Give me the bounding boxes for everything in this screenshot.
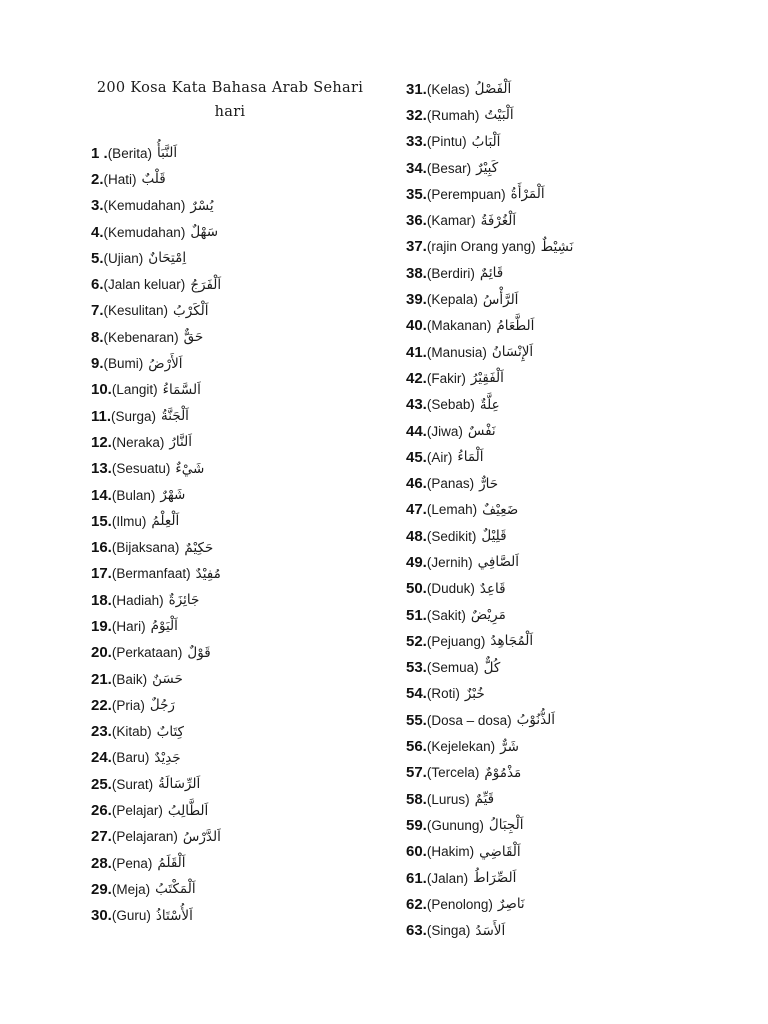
entry-number: 31. — [406, 80, 427, 98]
entry-number: 56. — [406, 738, 427, 756]
entry-arabic-word: اَلرَّأْسُ — [482, 291, 519, 308]
entry-meaning: (Hati) — [103, 171, 137, 187]
entry-number: 32. — [406, 106, 427, 124]
entry-meaning: (Meja) — [111, 881, 151, 897]
entry-arabic-word: شَرٌّ — [500, 738, 519, 755]
vocab-entry — [91, 377, 221, 403]
vocab-entry — [406, 234, 573, 260]
entry-number: 60. — [406, 843, 427, 861]
entry-number: 10. — [91, 381, 112, 399]
entry-arabic-word: مُفِيْدٌ — [195, 565, 221, 582]
entry-meaning: (Pelajar) — [111, 803, 163, 819]
vocab-entry — [406, 865, 573, 891]
vocab-entry — [91, 824, 221, 850]
entry-arabic-word: اِمْتِحَانٌ — [148, 250, 187, 267]
entry-meaning: (Jiwa) — [426, 423, 463, 439]
entry-meaning: (Kesulitan) — [103, 303, 169, 319]
vocab-entry — [406, 444, 573, 470]
entry-arabic-word: اَلنَّبَأُ — [156, 145, 178, 162]
entry-meaning: (Kelas) — [426, 81, 470, 97]
entry-number: 19. — [91, 617, 112, 635]
entry-number: 39. — [406, 291, 427, 309]
entry-meaning: (Manusia) — [426, 344, 487, 360]
entry-number: 13. — [91, 460, 112, 478]
entry-arabic-word: اَلْيَوْمُ — [150, 618, 178, 635]
entry-number: 44. — [406, 422, 427, 440]
entry-meaning: (Hadiah) — [111, 592, 164, 608]
entry-number: 43. — [406, 396, 427, 414]
vocab-entry — [91, 850, 221, 876]
entry-meaning: (Roti) — [426, 686, 460, 702]
vocab-entry — [91, 271, 221, 297]
entry-meaning: (Kemudahan) — [103, 198, 186, 214]
entry-number: 3. — [91, 197, 104, 215]
entry-arabic-word: حَقٌّ — [183, 329, 204, 346]
vocab-entry — [406, 733, 573, 759]
entry-number: 34. — [406, 159, 427, 177]
vocab-entry — [91, 719, 221, 745]
entry-number: 57. — [406, 764, 427, 782]
entry-arabic-word: اَلْبَيْتُ — [484, 107, 514, 124]
vocab-entry — [406, 155, 573, 181]
entry-arabic-word: اَلْجِبَالُ — [488, 817, 524, 834]
entry-number: 37. — [406, 238, 427, 256]
entry-meaning: (Ujian) — [103, 250, 144, 266]
entry-arabic-word: اَلْجَنَّةُ — [161, 408, 189, 425]
entry-meaning: (Berita) — [107, 145, 152, 161]
entry-meaning: (Baru) — [111, 750, 150, 766]
vocab-entry — [91, 534, 221, 560]
vocab-entry — [406, 470, 573, 496]
vocab-entry — [91, 508, 221, 534]
vocab-entry — [406, 839, 573, 865]
entry-meaning: (Penolong) — [426, 896, 493, 912]
entry-arabic-word: كُلٌّ — [483, 659, 501, 676]
entry-meaning: (Tercela) — [426, 765, 480, 781]
vocab-entry — [91, 245, 221, 271]
entry-arabic-word: اَلنَّارُ — [169, 434, 192, 451]
entry-arabic-word: عِلَّةٌ — [479, 396, 500, 413]
entry-number: 50. — [406, 580, 427, 598]
entry-arabic-word: قَوْلٌ — [187, 644, 211, 661]
vocab-entry — [91, 876, 221, 902]
entry-arabic-word: جَدِيْدٌ — [154, 749, 181, 766]
entry-arabic-word: نَشِيْطٌ — [540, 238, 574, 255]
entry-meaning: (Sesuatu) — [111, 461, 171, 477]
vocab-entry — [91, 771, 221, 797]
entry-number: 25. — [91, 775, 112, 793]
entry-number: 62. — [406, 895, 427, 913]
vocab-entry — [406, 707, 573, 733]
entry-number: 26. — [91, 802, 112, 820]
entry-meaning: (Jernih) — [426, 554, 473, 570]
entry-meaning: (Pelajaran) — [111, 829, 178, 845]
entry-arabic-word: اَلْفَرَجُ — [190, 276, 222, 293]
vocab-entry — [406, 313, 573, 339]
vocab-entry — [406, 418, 573, 444]
entry-number: 33. — [406, 133, 427, 151]
entry-arabic-word: اَلدَّرْسُ — [182, 828, 221, 845]
vocab-entry — [406, 812, 573, 838]
entry-number: 23. — [91, 723, 112, 741]
vocab-column-right — [406, 76, 573, 944]
entry-number: 52. — [406, 632, 427, 650]
entry-meaning: (Air) — [426, 449, 453, 465]
vocab-entry — [91, 561, 221, 587]
entry-number: 21. — [91, 670, 112, 688]
entry-number: 7. — [91, 302, 104, 320]
vocab-entry — [406, 760, 573, 786]
entry-arabic-word: حَسَنٌ — [152, 671, 183, 688]
vocab-entry — [91, 403, 221, 429]
entry-arabic-word: اَلْمُجَاهِدُ — [490, 633, 534, 650]
vocab-entry — [91, 193, 221, 219]
entry-number: 30. — [91, 907, 112, 925]
vocab-entry — [91, 429, 221, 455]
entry-arabic-word: اَلْفَقِيْرُ — [470, 370, 504, 387]
entry-meaning: (Bijaksana) — [111, 540, 180, 556]
vocab-entry — [406, 181, 573, 207]
vocab-entry — [91, 903, 221, 929]
entry-arabic-word: كَبِيْرٌ — [476, 160, 499, 177]
entry-number: 22. — [91, 696, 112, 714]
entry-meaning: (Pena) — [111, 855, 153, 871]
vocab-entry — [91, 456, 221, 482]
entry-arabic-word: اَلأَرْضُ — [148, 355, 183, 372]
entry-meaning: (Lurus) — [426, 791, 470, 807]
vocab-entry — [406, 129, 573, 155]
entry-arabic-word: شَيْءٌ — [175, 460, 205, 477]
entry-arabic-word: اَلأَسَدُ — [475, 922, 506, 939]
entry-arabic-word: اَلصَّافِي — [477, 554, 520, 571]
entry-number: 1 . — [91, 144, 108, 162]
entry-number: 58. — [406, 790, 427, 808]
entry-arabic-word: اَلْكَرْبُ — [173, 302, 209, 319]
entry-meaning: (Duduk) — [426, 581, 475, 597]
entry-meaning: (Kejelekan) — [426, 739, 496, 755]
entry-meaning: (Perkataan) — [111, 645, 183, 661]
entry-meaning: (Perempuan) — [426, 186, 506, 202]
entry-arabic-word: اَلإِنْسَانُ — [491, 344, 534, 361]
entry-meaning: (Sakit) — [426, 607, 466, 623]
entry-number: 38. — [406, 264, 427, 282]
entry-arabic-word: اَلرِّسَالَةُ — [158, 776, 201, 793]
vocab-entry — [406, 523, 573, 549]
entry-number: 14. — [91, 486, 112, 504]
entry-number: 24. — [91, 749, 112, 767]
entry-arabic-word: اَلْغُرْفَةُ — [480, 212, 517, 229]
entry-arabic-word: اَلْقَاضِي — [479, 843, 521, 860]
entry-meaning: (Kepala) — [426, 292, 478, 308]
entry-number: 5. — [91, 249, 104, 267]
entry-arabic-word: شَهْرٌ — [160, 487, 186, 503]
entry-number: 11. — [91, 407, 112, 425]
entry-number: 45. — [406, 448, 427, 466]
entry-number: 17. — [91, 565, 112, 583]
entry-meaning: (Panas) — [426, 476, 475, 492]
entry-number: 2. — [91, 170, 104, 188]
entry-number: 40. — [406, 317, 427, 335]
entry-meaning: (Surga) — [111, 408, 157, 424]
entry-arabic-word: اَلْعِلْمُ — [151, 513, 180, 530]
entry-meaning: (Sebab) — [426, 397, 475, 413]
entry-number: 36. — [406, 212, 427, 230]
vocab-entry — [406, 207, 573, 233]
entry-meaning: (Singa) — [426, 923, 471, 939]
entry-arabic-word: نَاصِرٌ — [497, 896, 525, 913]
vocab-entry — [406, 497, 573, 523]
vocab-entry — [91, 613, 221, 639]
entry-arabic-word: رَجُلٌ — [149, 697, 175, 714]
vocab-entry — [406, 76, 573, 102]
entry-arabic-word: مَرِيْضٌ — [470, 607, 506, 624]
entry-meaning: (Pintu) — [426, 134, 467, 150]
entry-number: 48. — [406, 527, 427, 545]
entry-arabic-word: اَلصِّرَاطُ — [473, 870, 517, 887]
entry-arabic-word: اَلطَّالِبُ — [167, 802, 209, 819]
vocab-entry — [406, 102, 573, 128]
entry-arabic-word: حَكِيْمٌ — [184, 539, 214, 556]
entry-meaning: (Neraka) — [111, 434, 165, 450]
vocab-column-left — [91, 140, 221, 929]
entry-number: 18. — [91, 591, 112, 609]
entry-arabic-word: اَلْبَابُ — [471, 133, 501, 150]
entry-meaning: (Sedikit) — [426, 528, 477, 544]
entry-arabic-word: نَفْسٌ — [467, 423, 496, 439]
entry-meaning: (Lemah) — [426, 502, 478, 518]
entry-meaning: (Jalan) — [426, 870, 469, 886]
entry-arabic-word: جَائِزَةٌ — [168, 592, 200, 609]
entry-number: 51. — [406, 606, 427, 624]
entry-number: 8. — [91, 328, 104, 346]
entry-meaning: (Kitab) — [111, 724, 152, 740]
entry-number: 55. — [406, 711, 427, 729]
vocab-entry — [406, 339, 573, 365]
entry-number: 53. — [406, 659, 427, 677]
vocab-entry — [91, 666, 221, 692]
entry-number: 28. — [91, 854, 112, 872]
vocab-entry — [406, 286, 573, 312]
entry-number: 12. — [91, 433, 112, 451]
entry-meaning: (Kebenaran) — [103, 329, 179, 345]
entry-meaning: (Langit) — [111, 382, 158, 398]
vocab-entry — [406, 681, 573, 707]
entry-arabic-word: مَذْمُوْمٌ — [484, 764, 522, 781]
vocab-entry — [91, 324, 221, 350]
entry-number: 15. — [91, 512, 112, 530]
entry-arabic-word: ضَعِيْفٌ — [482, 501, 519, 518]
entry-arabic-word: اَلطَّعَامُ — [496, 317, 535, 334]
entry-meaning: (Dosa – dosa) — [426, 712, 512, 728]
entry-number: 29. — [91, 880, 112, 898]
entry-arabic-word: خُبْزٌ — [464, 685, 485, 702]
vocab-entry — [406, 655, 573, 681]
entry-arabic-word: قَاعِدٌ — [479, 580, 506, 597]
entry-number: 6. — [91, 276, 104, 294]
entry-arabic-word: كِتَابٌ — [156, 723, 184, 740]
entry-arabic-word: سَهْلٌ — [190, 224, 219, 241]
entry-arabic-word: اَلْفَصْلُ — [474, 81, 512, 98]
entry-meaning: (rajin Orang yang) — [426, 239, 536, 255]
vocab-entry — [91, 640, 221, 666]
vocab-entry — [91, 482, 221, 508]
entry-arabic-word: يُسْرٌ — [190, 197, 214, 214]
vocab-entry — [406, 891, 573, 917]
entry-number: 41. — [406, 343, 427, 361]
vocab-entry — [91, 166, 221, 192]
vocab-entry — [406, 260, 573, 286]
entry-arabic-word: اَلْمَرْأَةُ — [510, 186, 545, 203]
vocab-entry — [406, 549, 573, 575]
entry-number: 59. — [406, 816, 427, 834]
entry-meaning: (Kamar) — [426, 213, 476, 229]
entry-meaning: (Jalan keluar) — [103, 277, 186, 293]
entry-arabic-word: اَلْمَكْتَبُ — [155, 881, 196, 898]
entry-meaning: (Pejuang) — [426, 633, 486, 649]
entry-arabic-word: حَارٌّ — [479, 475, 499, 492]
entry-meaning: (Berdiri) — [426, 265, 475, 281]
vocab-entry — [91, 692, 221, 718]
entry-number: 63. — [406, 922, 427, 940]
vocab-entry — [406, 365, 573, 391]
entry-number: 47. — [406, 501, 427, 519]
entry-arabic-word: اَلْقَلَمُ — [157, 855, 186, 872]
vocab-entry — [91, 298, 221, 324]
entry-arabic-word: قَلِيْلٌ — [481, 528, 507, 545]
entry-number: 9. — [91, 355, 104, 373]
vocab-entry — [91, 140, 221, 166]
vocab-entry — [406, 392, 573, 418]
vocab-entry — [91, 219, 221, 245]
entry-number: 4. — [91, 223, 104, 241]
entry-meaning: (Semua) — [426, 660, 479, 676]
entry-arabic-word: قَيِّمٌ — [474, 791, 495, 808]
entry-arabic-word: قَلْبٌ — [141, 171, 166, 188]
entry-meaning: (Bumi) — [103, 356, 144, 372]
entry-meaning: (Makanan) — [426, 318, 492, 334]
vocab-entry — [406, 602, 573, 628]
entry-meaning: (Gunung) — [426, 817, 484, 833]
vocab-entry — [406, 918, 573, 944]
entry-meaning: (Hari) — [111, 618, 146, 634]
entry-meaning: (Hakim) — [426, 844, 475, 860]
vocab-entry — [406, 576, 573, 602]
entry-number: 42. — [406, 369, 427, 387]
document-title: 200 Kosa Kata Bahasa Arab Sehari hari — [96, 80, 364, 120]
entry-number: 54. — [406, 685, 427, 703]
vocab-entry — [91, 350, 221, 376]
entry-meaning: (Baik) — [111, 671, 148, 687]
entry-number: 27. — [91, 828, 112, 846]
entry-meaning: (Fakir) — [426, 370, 466, 386]
entry-number: 20. — [91, 644, 112, 662]
vocab-entry — [91, 797, 221, 823]
entry-meaning: (Guru) — [111, 908, 151, 924]
entry-meaning: (Pria) — [111, 697, 145, 713]
vocab-entry — [91, 587, 221, 613]
entry-arabic-word: اَلذُّنُوْبُ — [516, 712, 556, 729]
entry-number: 46. — [406, 475, 427, 493]
entry-arabic-word: اَلسَّمَاءُ — [162, 381, 201, 398]
entry-meaning: (Ilmu) — [111, 513, 147, 529]
entry-number: 35. — [406, 185, 427, 203]
entry-meaning: (Bulan) — [111, 487, 156, 503]
entry-meaning: (Rumah) — [426, 107, 480, 123]
entry-meaning: (Besar) — [426, 160, 472, 176]
entry-meaning: (Bermanfaat) — [111, 566, 191, 582]
entry-arabic-word: اَلأُسْتَاذُ — [155, 907, 193, 924]
entry-number: 61. — [406, 869, 427, 887]
entry-meaning: (Kemudahan) — [103, 224, 186, 240]
entry-number: 16. — [91, 539, 112, 557]
entry-arabic-word: اَلْمَاءُ — [457, 449, 484, 466]
vocab-entry — [406, 628, 573, 654]
entry-meaning: (Surat) — [111, 776, 154, 792]
entry-number: 49. — [406, 553, 427, 571]
vocab-entry — [406, 786, 573, 812]
entry-arabic-word: قَائِمٌ — [479, 265, 504, 282]
vocab-entry — [91, 745, 221, 771]
